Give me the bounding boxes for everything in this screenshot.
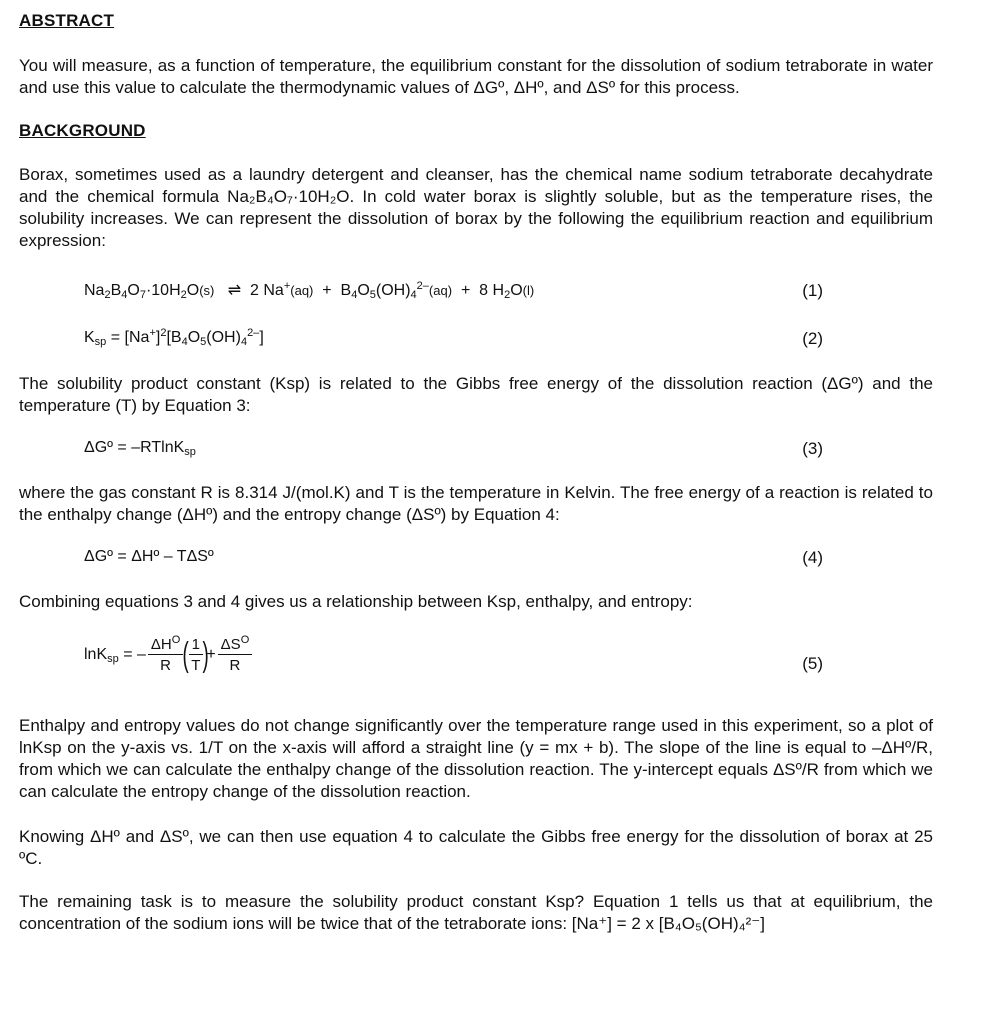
equation-5: lnK$_{sp}$ = – $\frac{\Delta H^O}{R}$ ( $\frac{1}{T}$ )+ $\frac{\Delta S^O}{R}$ bbox=[84, 636, 254, 674]
background-paragraph-2: The solubility product constant (Ksp) is related to the Gibbs free energy of the dissolution reaction (ΔGº) and the temperature (T) by Equation 3: bbox=[19, 374, 933, 415]
background-paragraph-3: where the gas constant R is 8.314 J/(mol.K) and T is the temperature in Kelvin. The free energy of a reaction is related to the enthalpy change (ΔHº) and the entropy change (ΔSº) by Equation 4: bbox=[19, 483, 933, 524]
equation-1: $Na_2B_4O_7\cdot 10H_2O(s)$ ⇌ 2 $Na^+(aq) + B_4O_5(OH)_4^{2-}(aq) + 8$ $H_2O(l)$ bbox=[84, 280, 535, 301]
abstract-text: You will measure, as a function of temperature, the equilibrium constant for the dissolution of sodium tetraborate in water and use this value to calculate the thermodynamic values of ΔGº, ΔHº, and ΔSº for this process. bbox=[19, 56, 933, 97]
background-paragraph-5: Enthalpy and entropy values do not change significantly over the temperature range used in this experiment, so a plot of lnKsp on the y-axis vs. 1/T on the x-axis will afford a straight line (y = mx + b). The slope of the line is equal to –ΔHº/R, from which we can calculate the enthalpy change of the dissolution reaction. The y-intercept equals ΔSº/R from which we can calculate the entropy change of the dissolution reaction. bbox=[19, 716, 933, 801]
background-paragraph-4: Combining equations 3 and 4 gives us a relationship between Ksp, enthalpy, and entropy: bbox=[19, 592, 693, 611]
equation-5-number: (5) bbox=[802, 654, 823, 673]
background-paragraph-7: The remaining task is to measure the solubility product constant Ksp? Equation 1 tells us that at equilibrium, the concentration of the sodium ions will be twice that of the tetraborate ions: [Na⁺] = 2 x [B₄O₅(OH)₄²⁻] bbox=[19, 892, 933, 933]
equation-3-number: (3) bbox=[802, 439, 823, 458]
equation-4: ΔGº = ΔHº – TΔSº bbox=[84, 548, 214, 565]
equation-1-number: (1) bbox=[802, 281, 823, 300]
equation-2-number: (2) bbox=[802, 329, 823, 348]
background-heading: BACKGROUND bbox=[19, 121, 146, 140]
equation-2: $K_{sp} = [Na^+]^2[B_4O_5(OH)_4^{2-}]$ bbox=[84, 327, 264, 348]
background-paragraph-1: Borax, sometimes used as a laundry detergent and cleanser, has the chemical name sodium tetraborate decahydrate and the chemical formula Na₂B₄O₇·10H₂O. In cold water borax is slightly soluble, but as the temperature rises, the solubility increases. We can represent the dissolution of borax by the following the equilibrium reaction and equilibrium expression: bbox=[19, 165, 933, 250]
abstract-heading: ABSTRACT bbox=[19, 11, 115, 30]
equation-3: ΔGº = –RTlnK$_{sp}$ bbox=[84, 439, 196, 458]
background-paragraph-6: Knowing ΔHº and ΔSº, we can then use equation 4 to calculate the Gibbs free energy for the dissolution of borax at 25 ºC. bbox=[19, 827, 933, 868]
equation-4-number: (4) bbox=[802, 548, 823, 567]
